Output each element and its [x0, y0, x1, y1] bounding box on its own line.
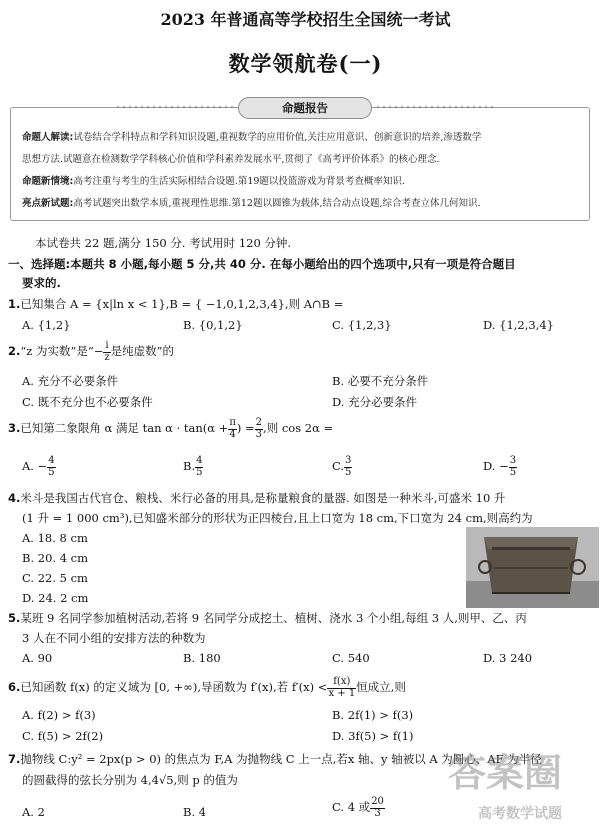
- watermark-caption: 高考数学试题: [478, 806, 562, 822]
- question-number: 7.: [8, 752, 21, 766]
- option-fraction: $\frac{4}{5}$: [48, 455, 55, 478]
- question-number: 1.: [8, 297, 21, 311]
- question-number: 6.: [8, 680, 21, 694]
- question-stem: 抛物线 C:y² = 2px(p > 0) 的焦点为 F,A 为抛物线 C 上一点,若x 轴、y 轴被以 A 为圆心、AF 为半径: [20, 752, 542, 766]
- q2-option-c: C. 既不充分也不必要条件: [22, 395, 153, 409]
- exam-intro: 本试卷共 22 题,满分 150 分. 考试用时 120 分钟.: [35, 236, 292, 250]
- q6-option-d: D. 3f(5) > f(1): [332, 729, 414, 743]
- q4-option-d: D. 24. 2 cm: [22, 591, 89, 605]
- question-3: [8, 418, 333, 440]
- q7-option-a: A. 2: [22, 805, 45, 819]
- q2-option-d: D. 充分必要条件: [332, 395, 418, 409]
- report-text: 高考注重与考生的生活实际相结合设题.第19题以投篮游戏为背景考查概率知识.: [73, 176, 405, 187]
- question-4: [8, 491, 608, 505]
- paper-title: 数学领航卷(一): [228, 51, 383, 76]
- rice-measure-illustration: [466, 527, 599, 608]
- question-6: [8, 677, 608, 699]
- option-label: D. −: [483, 459, 509, 473]
- q5-option-c: C. 540: [332, 651, 370, 665]
- q4-option-b: B. 20. 4 cm: [22, 551, 89, 565]
- q3-option-a: [22, 456, 56, 478]
- q7-option-b: B. 4: [183, 805, 207, 819]
- report-label: 命题人解读:: [22, 132, 74, 143]
- question-stem: 米斗是我国古代官仓、粮栈、米行必备的用具,是称量粮食的量器. 如图是一种米斗,可盛米 10 升: [20, 491, 506, 505]
- report-row-3: [22, 193, 587, 215]
- question-number: 2.: [8, 344, 21, 358]
- section-heading: 一、选择题:本题共 8 小题,每小题 5 分,共 40 分. 在每小题给出的四个选项中,只有一项是符合题目: [8, 257, 516, 271]
- watermark-logo: 答案圈: [448, 751, 563, 795]
- question-stem: 已知集合 A = {x|ln x < 1},B = { −1,0,1,2,3,4},则 A∩B =: [20, 297, 344, 311]
- q3-option-b: [183, 456, 203, 478]
- report-row-2: [22, 171, 587, 193]
- q3-option-c: [332, 456, 352, 478]
- q5-option-a: A. 90: [22, 651, 53, 665]
- q1-option-a: A. {1,2}: [22, 318, 71, 332]
- question-stem-mid: ) =: [236, 421, 255, 435]
- decorative-dots-right: [375, 105, 495, 109]
- question-5: [8, 611, 608, 625]
- question-stem: “z 为实数”是“−: [20, 344, 104, 358]
- q5-option-b: B. 180: [183, 651, 221, 665]
- question-7-cont: 的圆截得的弦长分别为 4,4√5,则 p 的值为: [22, 773, 238, 787]
- q4-option-c: C. 22. 5 cm: [22, 571, 88, 585]
- q6-option-a: A. f(2) > f(3): [22, 708, 96, 722]
- q6-option-c: C. f(5) > 2f(2): [22, 729, 104, 743]
- question-5-cont: 3 人在不同小组的安排方法的种数为: [22, 631, 206, 645]
- q1-option-c: C. {1,2,3}: [332, 318, 392, 332]
- fraction-2-over-3: $\frac{2}{3}$: [255, 417, 263, 440]
- q1-option-d: D. {1,2,3,4}: [483, 318, 554, 332]
- q2-option-b: B. 必要不充分条件: [332, 374, 429, 388]
- section-heading-cont: 要求的.: [22, 276, 61, 290]
- report-text: 试卷结合学科特点和学科知识设题,重视数学的应用价值,关注应用意识、创新意识的培养,渗透数学: [73, 132, 482, 143]
- question-stem: 已知函数 f(x) 的定义域为 [0, +∞),导函数为 f′(x),若 f′(x) <: [20, 680, 328, 694]
- fraction-fx-over-x-plus-1: $\frac{f(x)}{x + 1}$: [328, 676, 356, 699]
- option-label: C.: [332, 459, 345, 473]
- q7-option-c: [332, 797, 385, 819]
- exam-title: 2023 年普通高等学校招生全国统一考试: [160, 10, 451, 29]
- q2-option-a: A. 充分不必要条件: [22, 374, 119, 388]
- report-row-1: [22, 127, 587, 149]
- question-number: 5.: [8, 611, 21, 625]
- q4-option-a: A. 18. 8 cm: [22, 531, 88, 545]
- question-stem-end: 是纯虚数”的: [110, 344, 175, 358]
- q3-option-d: [483, 456, 517, 478]
- question-stem: 已知第二象限角 α 满足 tan α · tan(α +: [20, 421, 229, 435]
- decorative-dots-left: [115, 105, 235, 109]
- option-fraction: $\frac{3}{5}$: [345, 455, 352, 478]
- report-text: 高考试题突出数学本质,重视理性思维.第12题以圆锥为载体,结合动点设题,综合考查立体几何知识.: [73, 198, 481, 209]
- q6-option-b: B. 2f(1) > f(3): [332, 708, 414, 722]
- question-number: 3.: [8, 421, 21, 435]
- option-fraction: $\frac{20}{3}$: [371, 796, 384, 819]
- question-1: [8, 297, 343, 311]
- q1-option-b: B. {0,1,2}: [183, 318, 243, 332]
- question-number: 4.: [8, 491, 21, 505]
- option-fraction: $\frac{3}{5}$: [509, 455, 517, 478]
- option-fraction: $\frac{4}{5}$: [196, 455, 203, 478]
- fraction-pi-over-4: $\frac{\pi}{4}$: [229, 417, 236, 440]
- fraction-i-over-z: $\frac{i}{z}$: [104, 340, 110, 363]
- report-row-1-cont: 思想方法.试题意在检测数学学科核心价值和学科素养发展水平,贯彻了《高考评价体系》的核心理念.: [22, 154, 440, 165]
- option-label: A. −: [22, 459, 48, 473]
- option-label: C. 4 或: [332, 800, 371, 814]
- option-label: B.: [183, 459, 196, 473]
- rice-measure-photo: [466, 527, 599, 608]
- q5-option-d: D. 3 240: [483, 651, 533, 665]
- question-4-cont: (1 升 = 1 000 cm³),已知盛米部分的形状为正四棱台,且上口宽为 18 cm,下口宽为 24 cm,则高约为: [22, 511, 533, 525]
- question-stem-end: 恒成立,则: [356, 680, 406, 694]
- question-stem: 某班 9 名同学参加植树活动,若将 9 名同学分成挖土、植树、浇水 3 个小组,每组 3 人,则甲、乙、丙: [20, 611, 527, 625]
- report-label: 亮点新试题:: [22, 198, 74, 209]
- question-stem-end: ,则 cos 2α =: [263, 421, 334, 435]
- report-label: 命题新情境:: [22, 176, 74, 187]
- report-badge: 命题报告: [238, 97, 372, 119]
- question-2: [8, 341, 174, 363]
